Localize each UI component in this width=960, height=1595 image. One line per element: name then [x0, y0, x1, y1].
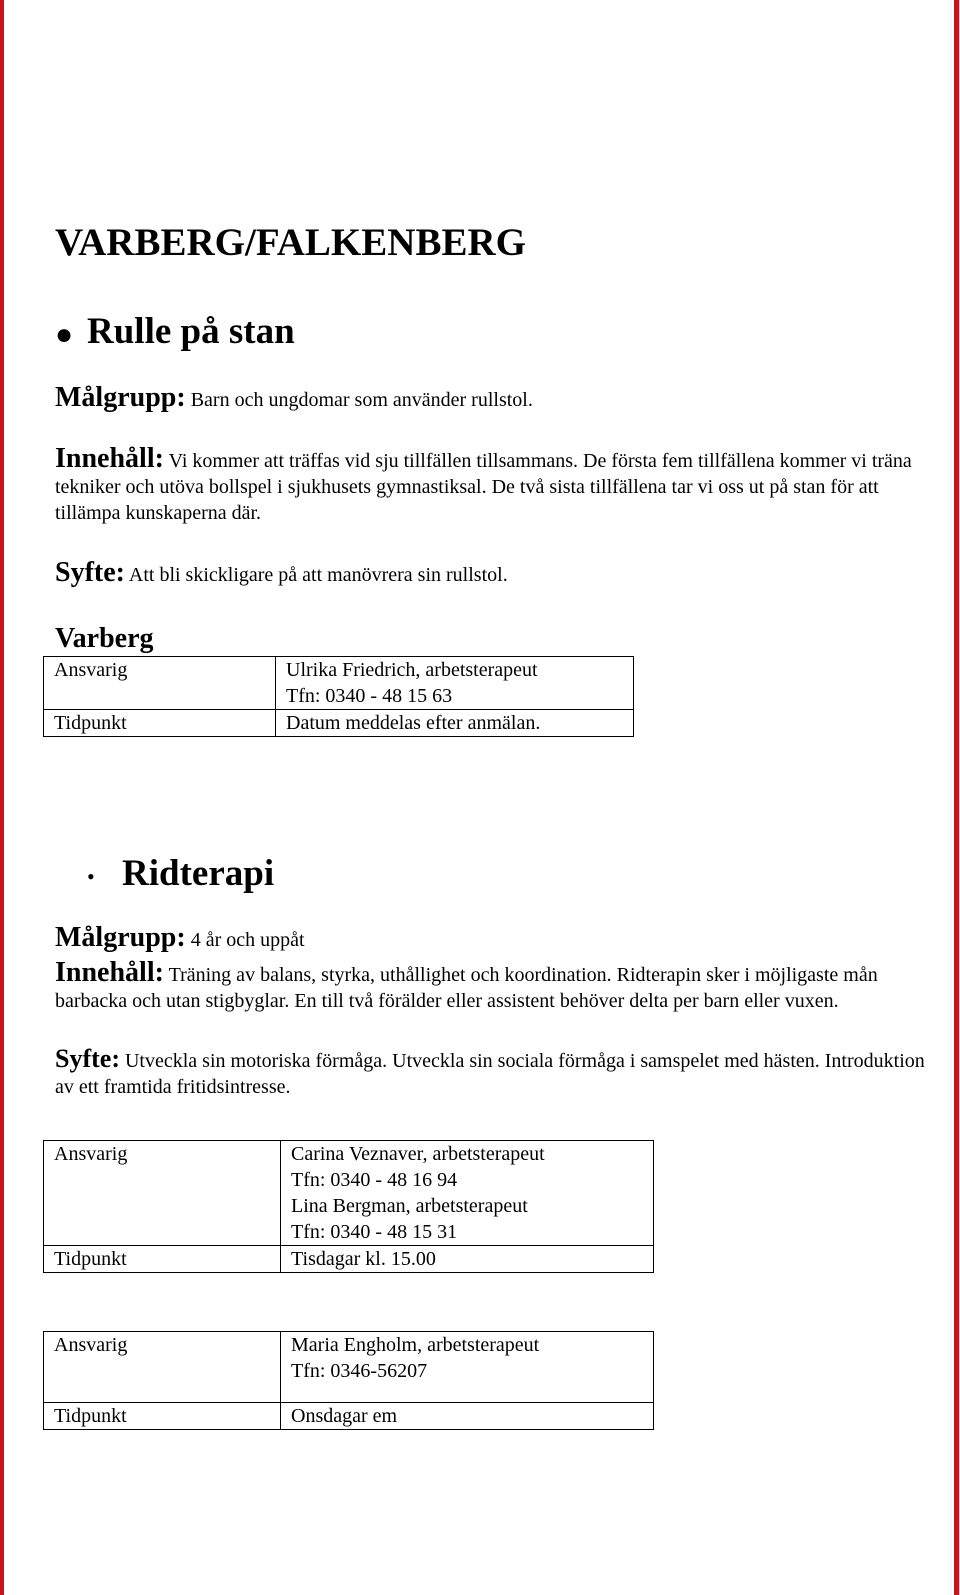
section-heading-ridterapi: Ridterapi [122, 853, 275, 894]
ansvarig-line: Tfn: 0340 - 48 15 63 [286, 685, 453, 707]
syfte-text: Att bli skickligare på att manövrera sin rullstol. [128, 564, 508, 586]
ansvarig-line: Ulrika Friedrich, arbetsterapeut [286, 659, 538, 681]
page-border-right [954, 0, 959, 1595]
ansvarig-label: Ansvarig [44, 657, 276, 710]
table-row [44, 1246, 654, 1273]
tidpunkt-label: Tidpunkt [44, 710, 276, 737]
syfte-paragraph [55, 1046, 935, 1100]
tidpunkt-value: Tisdagar kl. 15.00 [281, 1246, 654, 1273]
ansvarig-value [276, 657, 634, 710]
table-row [44, 1141, 654, 1246]
table-row [44, 710, 634, 737]
page-border-left [0, 0, 4, 1595]
page-title: VARBERG/FALKENBERG [55, 221, 526, 264]
syfte-text: Utveckla sin motoriska förmåga. Utveckla sin sociala förmåga i samspelet med hästen. Introduktion av ett framtida fritidsintresse. [55, 1050, 925, 1098]
malgrupp-text: Barn och ungdomar som använder rullstol. [190, 389, 533, 411]
info-table-ridterapi-2 [43, 1331, 654, 1430]
tidpunkt-value: Onsdagar em [281, 1403, 654, 1430]
ansvarig-line: Lina Bergman, arbetsterapeut [291, 1195, 528, 1217]
innehall-text: Vi kommer att träffas vid sju tillfällen tillsammans. De första fem tillfällena kommer vi träna tekniker och utöva bollspel i sjukhusets gymnastiksal. De två sista tillfällena tar vi oss ut på stan för att tillämpa kunskaperna där. [55, 450, 912, 524]
ansvarig-label: Ansvarig [44, 1141, 281, 1246]
innehall-label: Innehåll: [55, 443, 164, 474]
innehall-paragraph [55, 443, 935, 526]
bullet-icon: ● [55, 318, 74, 351]
ansvarig-value [281, 1332, 654, 1403]
malgrupp-paragraph [55, 382, 935, 413]
location-heading-varberg: Varberg [55, 623, 154, 654]
section-heading-rulle: Rulle på stan [87, 311, 295, 352]
ansvarig-line: Maria Engholm, arbetsterapeut [291, 1334, 540, 1356]
ansvarig-line: Tfn: 0340 - 48 16 94 [291, 1169, 458, 1191]
tidpunkt-label: Tidpunkt [44, 1403, 281, 1430]
ansvarig-label: Ansvarig [44, 1332, 281, 1403]
ansvarig-line: Tfn: 0340 - 48 15 31 [291, 1221, 458, 1243]
table-row [44, 1403, 654, 1430]
ansvarig-value [281, 1141, 654, 1246]
syfte-paragraph [55, 557, 935, 588]
malgrupp-label: Målgrupp: [55, 922, 186, 953]
malgrupp-paragraph [55, 922, 935, 953]
syfte-label: Syfte: [55, 1044, 120, 1073]
info-table-rulle [43, 656, 634, 737]
info-table-ridterapi-1 [43, 1140, 654, 1273]
tidpunkt-label: Tidpunkt [44, 1246, 281, 1273]
innehall-label: Innehåll: [55, 957, 164, 988]
bullet-icon: • [87, 864, 95, 889]
syfte-label: Syfte: [55, 557, 125, 588]
table-row [44, 1332, 654, 1403]
innehall-text: Träning av balans, styrka, uthållighet och koordination. Ridterapin sker i möjligaste mån barbacka och utan stigbyglar. En till två förälder eller assistent behöver delta per barn eller vuxen. [55, 964, 878, 1012]
ansvarig-line: Tfn: 0346-56207 [291, 1360, 428, 1382]
table-row [44, 657, 634, 710]
ansvarig-line: Carina Veznaver, arbetsterapeut [291, 1143, 545, 1165]
malgrupp-text: 4 år och uppåt [190, 929, 305, 951]
tidpunkt-value: Datum meddelas efter anmälan. [276, 710, 634, 737]
malgrupp-label: Målgrupp: [55, 382, 186, 413]
innehall-paragraph [55, 957, 935, 1014]
